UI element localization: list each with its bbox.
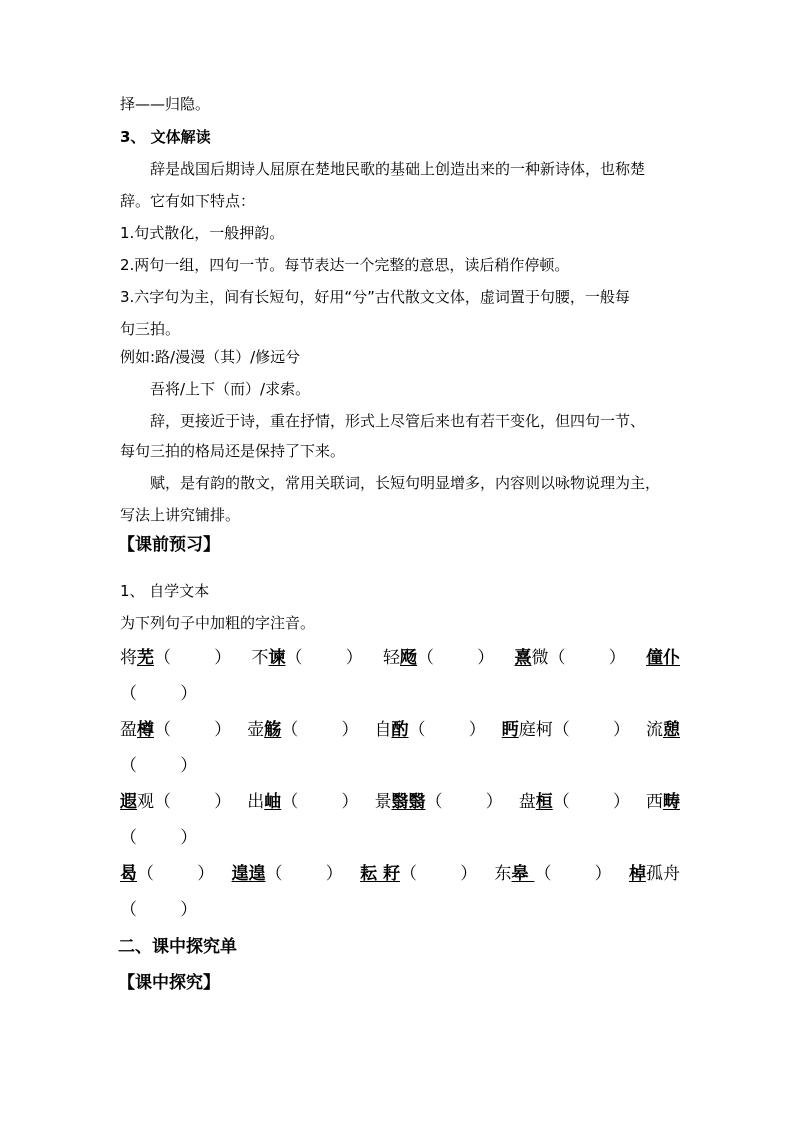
subheading-self-study: 1、 自学文本	[120, 582, 210, 600]
phonetic-item: 出岫（ ）	[247, 792, 359, 812]
list-item: 3.六字句为主，间有长短句，好用“兮”古代散文文体，虚词置于句腰，一般每	[120, 288, 630, 306]
example-line: 吾将/上下（而）/求索。	[150, 380, 311, 398]
phonetic-item: 不谏（ ）	[251, 648, 363, 668]
list-item-continued: 句三拍。	[120, 320, 181, 338]
answer-blank[interactable]: （ ）	[120, 900, 198, 920]
phonetic-item: 西畴	[646, 792, 680, 812]
phonetic-item: 将芜（ ）	[120, 648, 232, 668]
phonetic-item: 遑遑（ ）	[231, 864, 343, 884]
paragraph-line: 辞是战国后期诗人屈原在楚地民歌的基础上创造出来的一种新诗体，也称楚	[150, 160, 646, 178]
answer-blank[interactable]: （ ）	[120, 828, 198, 848]
example-line: 例如:路/漫漫（其）/修远兮	[120, 348, 301, 366]
phonetic-item: 僮仆	[646, 648, 680, 668]
section-heading-inquiry: 【课中探究】	[118, 973, 220, 993]
answer-blank[interactable]: （ ）	[120, 684, 198, 704]
phonetic-item: 眄庭柯（ ）	[501, 720, 630, 740]
list-item: 2.两句一组，四句一节。每节表达一个完整的意思，读后稍作停顿。	[120, 256, 570, 274]
paragraph-line: 每句三拍的格局还是保持了下来。	[120, 442, 346, 460]
phonetic-row	[120, 647, 680, 669]
phonetic-item: 盘桓（ ）	[518, 792, 630, 812]
paragraph-line: 赋，是有韵的散文，常用关联词，长短句明显增多，内容则以咏物说理为主，	[150, 474, 661, 492]
phonetic-item: 景翳翳（ ）	[374, 792, 503, 812]
paragraph-line: 辞。它有如下特点：	[120, 192, 256, 210]
list-item: 1.句式散化，一般押韵。	[120, 224, 285, 242]
instruction-text: 为下列句子中加粗的字注音。	[120, 614, 316, 632]
section-heading-genre: 3、 文体解读	[120, 128, 211, 146]
section-heading-preview: 【课前预习】	[118, 535, 220, 555]
phonetic-item: 曷（ ）	[120, 864, 215, 884]
phonetic-item: 自酌（ ）	[374, 720, 486, 740]
phonetic-item: 轻飏（ ）	[383, 648, 495, 668]
paragraph-line: 辞，更接近于诗，重在抒情，形式上尽管后来也有若干变化，但四句一节、	[150, 412, 646, 430]
phonetic-item: 棹孤舟	[628, 864, 680, 884]
phonetic-row	[120, 719, 680, 741]
phonetic-item: 壶觞（ ）	[247, 720, 359, 740]
phonetic-item: 熹微（ ）	[514, 648, 626, 668]
phonetic-item: 耘 耔（ ）	[360, 864, 478, 884]
phonetic-item: 东皋 （ ）	[494, 864, 612, 884]
paragraph-line: 写法上讲究铺排。	[120, 506, 241, 524]
answer-blank[interactable]: （ ）	[120, 756, 198, 776]
phonetic-item: 盈樽（ ）	[120, 720, 232, 740]
section-heading-inclass: 二、课中探究单	[118, 937, 237, 957]
phonetic-item: 流憩	[646, 720, 680, 740]
phonetic-row	[120, 863, 680, 885]
phonetic-row	[120, 791, 680, 813]
phonetic-item: 遐观（ ）	[120, 792, 232, 812]
text-line: 择——归隐。	[120, 95, 211, 113]
